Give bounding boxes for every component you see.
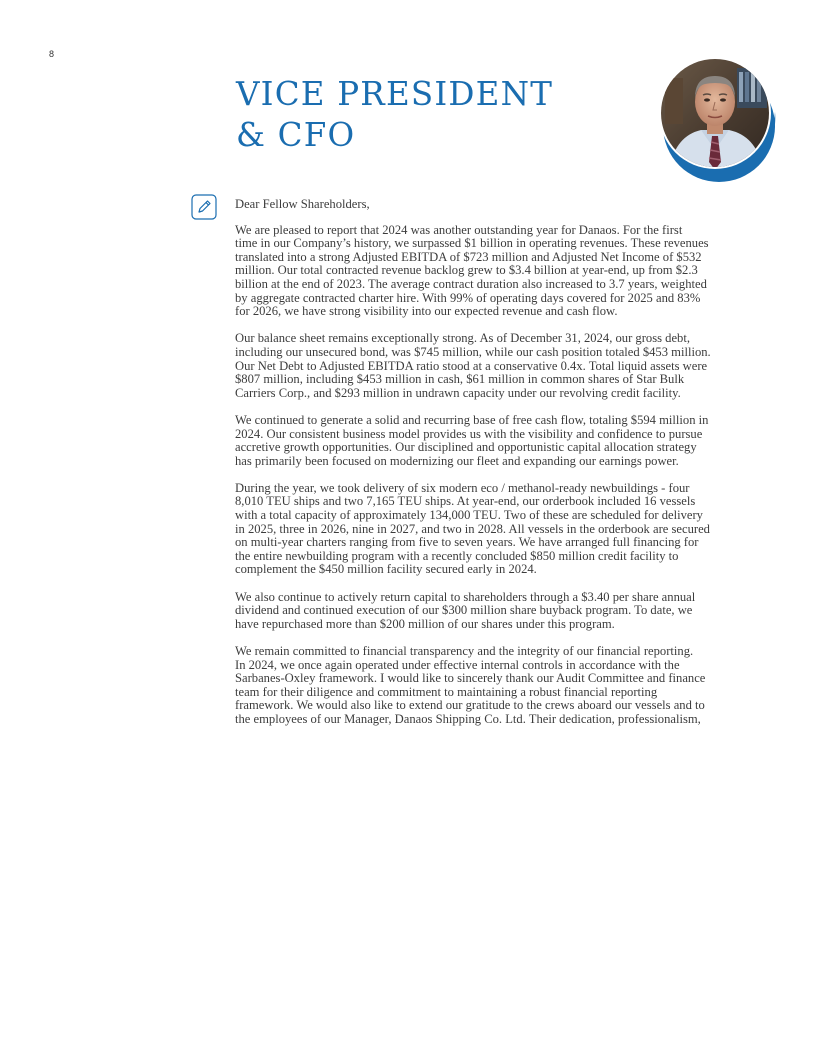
text-line: in 2025, three in 2026, nine in 2027, and two in 2028. All vessels in the orderbook are secured — [235, 521, 710, 536]
page-title — [236, 74, 553, 156]
text-line: Sarbanes-Oxley framework. I would like to sincerely thank our Audit Committee and finance — [235, 671, 706, 686]
pencil-icon — [191, 194, 217, 220]
salutation: Dear Fellow Shareholders, — [235, 197, 370, 211]
text-line: Our balance sheet remains exceptionally strong. As of December 31, 2024, our gross debt, — [235, 331, 690, 346]
executive-portrait — [661, 58, 777, 185]
text-line: time in our Company’s history, we surpassed $1 billion in operating revenues. These revenues — [235, 236, 709, 251]
text-line: team for their diligence and commitment to maintaining a robust financial reporting — [235, 684, 658, 699]
paragraph — [235, 482, 780, 577]
text-line: have repurchased more than $200 million of our shares under this program. — [235, 616, 615, 631]
title-line-2: & CFO — [236, 116, 356, 154]
text-line: million. Our total contracted revenue backlog grew to $3.4 billion at year-end, up from $2.3 — [235, 263, 698, 278]
paragraph — [235, 332, 780, 400]
text-line: We are pleased to report that 2024 was another outstanding year for Danaos. For the first — [235, 222, 683, 237]
text-line: with a total capacity of approximately 134,000 TEU. Two of these are scheduled for delivery — [235, 508, 703, 523]
text-line: Our Net Debt to Adjusted EBITDA ratio stood at a conservative 0.4x. Total liquid assets were — [235, 358, 708, 373]
text-line: We also continue to actively return capital to shareholders through a $3.40 per share annual — [235, 589, 696, 604]
text-line: translated into a strong Adjusted EBITDA of $723 million and Adjusted Net Income of $532 — [235, 249, 702, 264]
text-line: on multi-year charters ranging from five to seven years. We have arranged full financing for — [235, 535, 699, 550]
text-line: by aggregate contracted charter hire. With 99% of operating days covered for 2025 and 83% — [235, 290, 701, 305]
text-line: In 2024, we once again operated under effective internal controls in accordance with the — [235, 657, 680, 672]
text-line: has primarily been focused on modernizing our fleet and expanding our earnings power. — [235, 453, 679, 468]
text-line: $807 million, including $453 million in cash, $61 million in common shares of Star Bulk — [235, 372, 685, 387]
paragraph — [235, 414, 780, 468]
text-line: accretive growth opportunities. Our disciplined and opportunistic capital allocation strategy — [235, 440, 697, 455]
text-line: complement the $450 million facility secured early in 2024. — [235, 562, 537, 577]
text-line: We remain committed to financial transparency and the integrity of our financial reporting. — [235, 644, 694, 658]
paragraph — [235, 591, 780, 632]
text-line: 2024. Our consistent business model provides us with the visibility and confidence to pursue — [235, 426, 703, 441]
paragraph — [235, 224, 780, 319]
page-number: 8 — [49, 49, 55, 59]
text-line: the employees of our Manager, Danaos Shipping Co. Ltd. Their dedication, professionalism, — [235, 711, 701, 726]
text-line: including our unsecured bond, was $745 million, while our cash position totaled $453 million. — [235, 344, 711, 359]
text-line: dividend and continued execution of our $300 million share buyback program. To date, we — [235, 603, 693, 618]
text-line: 8,010 TEU ships and two 7,165 TEU ships. At year-end, our orderbook included 16 vessels — [235, 494, 696, 509]
text-line: billion at the end of 2023. The average contract duration also increased to 3.7 years, weighted — [235, 276, 707, 291]
text-line: During the year, we took delivery of six modern eco / methanol-ready newbuildings - four — [235, 480, 690, 495]
text-line: the entire newbuilding program with a recently concluded $850 million credit facility to — [235, 548, 679, 563]
letter-body — [235, 198, 780, 740]
text-line: framework. We would also like to extend our gratitude to the crews aboard our vessels and to — [235, 698, 705, 713]
text-line: for 2026, we have strong visibility into our expected revenue and cash flow. — [235, 304, 618, 319]
paragraph — [235, 645, 780, 727]
title-line-1: VICE PRESIDENT — [236, 75, 554, 113]
text-line: Carriers Corp., and $293 million in undrawn capacity under our revolving credit facility. — [235, 385, 681, 400]
text-line: We continued to generate a solid and recurring base of free cash flow, totaling $594 million in — [235, 412, 709, 427]
